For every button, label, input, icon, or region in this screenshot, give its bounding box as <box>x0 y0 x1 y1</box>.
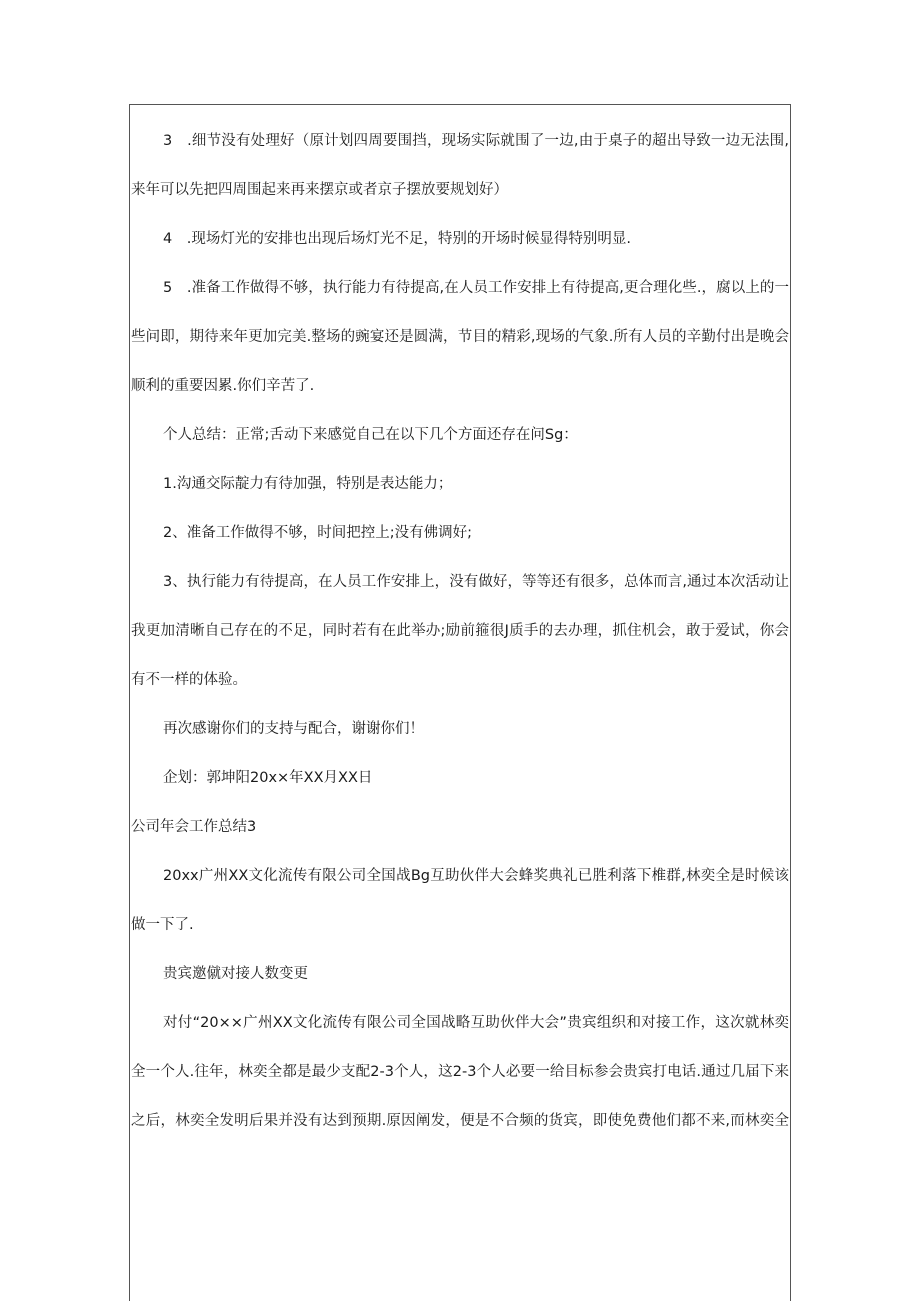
section-heading-3: 公司年会工作总结3 <box>131 819 257 835</box>
personal-point-2: 2、准备工作做得不够，时间把控上;没有佛调好; <box>163 525 472 541</box>
item-5-line-3: 顺利的重要因累.你们辛苦了. <box>131 378 315 394</box>
guest-subheading: 贵宾邀僦对接人数变更 <box>163 966 308 982</box>
personal-point-3-line-1: 3、执行能力有待提高，在人员工作安排上，没有做好，等等还有很多，总体而言,通过本次活动让 <box>163 574 789 590</box>
item-3-line-1: 3 .细节没有处理好（原计划四周要围挡，现场实际就围了一边,由于桌子的超出导致一边无法围, <box>163 133 789 149</box>
item-5-line-1: 5 .准备工作做得不够，执行能力有待提高,在人员工作安排上有待提高,更合理化些.，腐以上的一 <box>163 280 789 296</box>
section-3-para-2-line-3: 之后，林奕全发明后果并没有达到预期.原因阐发，便是不合频的货宾，即使免费他们都不来,而林奕全 <box>131 1113 789 1129</box>
section-3-para-2-line-1: 对付“20××广州XX文化流传有限公司全国战略互助伙伴大会”贵宾组织和对接工作，这次就林奕 <box>163 1015 789 1031</box>
item-3-line-2: 来年可以先把四周围起来再来摆京或者京子摆放要规划好） <box>131 182 508 198</box>
personal-summary: 个人总结：正常;舌动下来感觉自己在以下几个方面还存在问Sg： <box>163 427 578 443</box>
thanks-line: 再次感谢你们的支持与配合，谢谢你们！ <box>163 721 424 737</box>
section-3-para-2-line-2: 全一个人.往年，林奕全都是最少支配2-3个人，这2-3个人必要一给目标参会贵宾打电话.通过几届下来 <box>131 1064 789 1080</box>
personal-point-3-line-2: 我更加清晰自己存在的不足，同时若有在此举办;励前箍很J质手的去办理，抓住机会，敢于爱试，你会 <box>131 623 789 639</box>
personal-point-1: 1.沟通交际靛力有待加强，特别是表达能力； <box>163 476 453 492</box>
section-3-para-1-line-1: 20xx广州XX文化流传有限公司全国战Bg互助伙伴大会蜂奖典礼已胜利落下椎群,林奕全是时候该 <box>163 868 789 884</box>
section-3-para-1-line-2: 做一下了. <box>131 917 194 933</box>
item-5-line-2: 些问即，期待来年更加完美.整场的豌宴还是圆满，节目的精彩,现场的气象.所有人员的辛勤付出是晚会 <box>131 329 789 345</box>
planner-signature: 企划：郭坤阳20x×年XX月XX日 <box>163 770 373 786</box>
personal-point-3-line-3: 有不一样的体验。 <box>131 672 247 688</box>
item-4: 4 .现场灯光的安排也出现后场灯光不足，特别的开场时候显得特别明显. <box>163 231 631 247</box>
